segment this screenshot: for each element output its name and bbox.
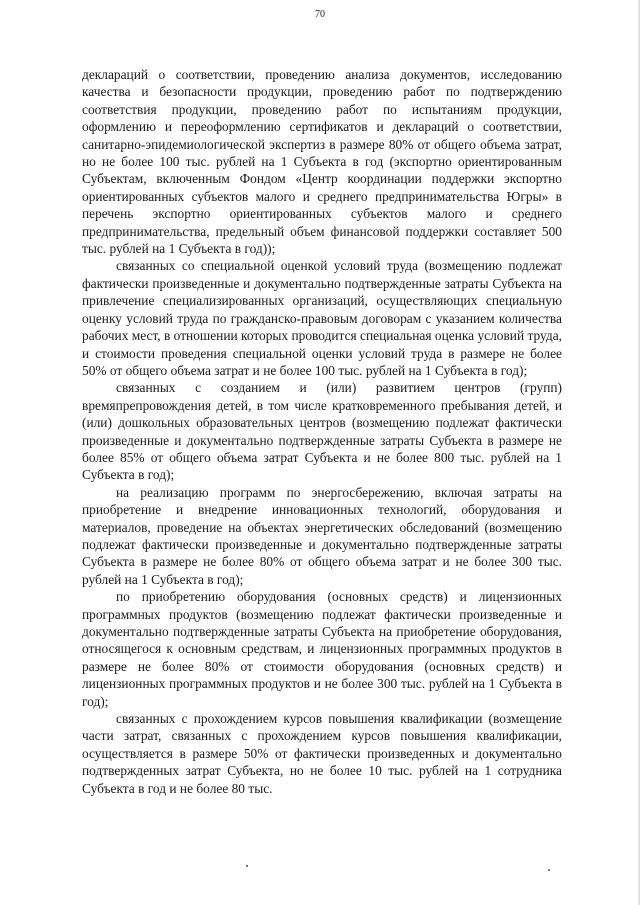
paragraph-childcare-centers: связанных с созданием и (или) развитием центров (групп) времяпрепровождения детей, в том числе кратковременного пребывания детей, и (или) дошкольных образовательных центров (возмещению подлежат фактически произведенные и документально подтвержденные затраты Субъекта в размере не более 85% от общего объема затрат Субъекта и не более 800 тыс. рублей на 1 Субъекта в год); — [82, 380, 562, 483]
paragraph-equipment-purchase: по приобретению оборудования (основных средств) и лицензионных программных продуктов (возмещению подлежат фактически произведенные и документально подтвержденные затраты Субъекта на приобретение оборудования, относящегося к основным средствам, и лицензионных программных продуктов в размере не более 80% от стоимости оборудования (основных средств) и лицензионных программных продуктов и не более 300 тыс. рублей на 1 Субъекта в год); — [82, 589, 562, 709]
document-body — [82, 66, 562, 797]
scan-speck — [246, 865, 248, 867]
paragraph-special-labor-assessment: связанных со специальной оценкой условий труда (возмещению подлежат фактически произведенные и документально подтвержденные затраты Субъекта на привлечение специализированных организаций, осуществляющих специальную оценку условий труда по гражданско-правовым договорам с указанием количества рабочих мест, в отношении которых проводится специальная оценка условий труда, и стоимости проведения специальной оценки условий труда в размере не более 50% от общего объема затрат и не более 100 тыс. рублей на 1 Субъекта в год); — [82, 258, 562, 378]
page-number: 70 — [315, 9, 325, 20]
paragraph-1-continuation: деклараций о соответствии, проведению анализа документов, исследованию качества и безопасности продукции, проведению работ по подтверждению соответствия продукции, проведению работ по испытаниям продукции, оформлению и переоформлению сертификатов и деклараций о соответствии, санитарно-эпидемиологической экспертиз в размере 80% от общего объема затрат, но не более 100 тыс. рублей на 1 Субъекта в год (экспортно ориентированным Субъектам, включенным Фондом «Центр координации поддержки экспортно ориентированных субъектов малого и среднего предпринимательства Югры» в перечень экспортно ориентированных субъектов малого и среднего предпринимательства, предельный объем финансовой поддержки составляет 500 тыс. рублей на 1 Субъекта в год)); — [82, 67, 562, 257]
scan-speck — [548, 869, 550, 871]
paragraph-qualification-courses: связанных с прохождением курсов повышения квалификации (возмещение части затрат, связанных с прохождением курсов повышения квалификации, осуществляется в размере 50% от фактически произведенных и документально подтвержденных затрат Субъекта, но не более 10 тыс. рублей на 1 сотрудника Субъекта в год и не более 80 тыс. — [82, 711, 562, 796]
paragraph-energy-saving: на реализацию программ по энергосбережению, включая затраты на приобретение и внедрение инновационных технологий, оборудования и материалов, проведение на объектах энергетических обследований (возмещению подлежат фактически произведенные и документально подтвержденные затраты Субъекта в размере не более 80% от общего объема затрат и не более 300 тыс. рублей на 1 Субъекта в год); — [82, 484, 562, 587]
